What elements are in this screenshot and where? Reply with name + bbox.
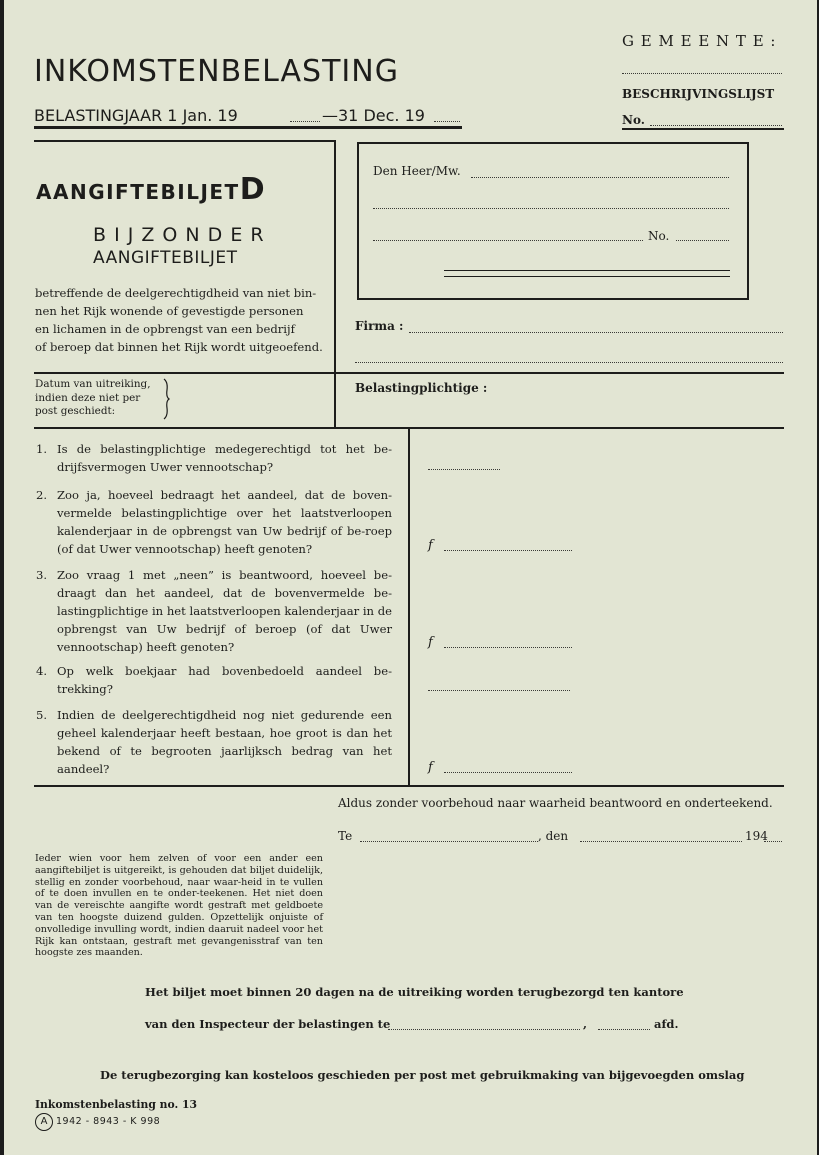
- florin-symbol: f: [428, 635, 433, 650]
- description-line: en lichamen in de opbrengst van een bedrijf: [35, 322, 295, 336]
- question-number: 5.: [36, 708, 48, 722]
- te-label: Te: [338, 829, 353, 843]
- print-code: 1942 - 8943 - K 998: [56, 1116, 161, 1127]
- belastingplichtige-label: Belastingplichtige :: [355, 381, 488, 395]
- datum-line: post geschiedt:: [35, 405, 116, 417]
- afdeling-field[interactable]: [598, 1029, 650, 1030]
- printer-logo-icon: A: [35, 1113, 53, 1131]
- datum-line: indien deze niet per: [35, 391, 141, 404]
- header-rule: [34, 126, 462, 129]
- section-rule-3: [34, 785, 784, 787]
- address-city-line[interactable]: [444, 270, 730, 271]
- return-notice-comma: ,: [583, 1017, 588, 1031]
- answer-column-divider: [408, 428, 410, 786]
- aangiftebiljet-title-text: AANGIFTEBILJET: [36, 180, 240, 204]
- left-box-top: [34, 140, 336, 142]
- question-1: [36, 440, 392, 476]
- tax-year-end: —31 Dec. 19: [322, 106, 425, 125]
- datum-divider: [334, 372, 336, 428]
- brace-icon: [161, 378, 171, 420]
- firma-field-2[interactable]: [355, 362, 783, 363]
- section-rule-1: [34, 372, 784, 374]
- gemeente-label: G E M E E N T E :: [622, 32, 777, 50]
- declaration-text: Aldus zonder voorbehoud naar waarheid beantwoord en onderteekend.: [338, 796, 773, 810]
- answer-5-field[interactable]: [444, 772, 572, 773]
- left-box-description: [35, 284, 323, 356]
- aangiftebiljet-letter: D: [239, 172, 267, 207]
- bijzonder-aangiftebiljet-label: AANGIFTEBILJET: [93, 248, 238, 268]
- answer-1-field[interactable]: [428, 469, 500, 470]
- answer-3-field[interactable]: [444, 647, 572, 648]
- postal-notice: De terugbezorging kan kosteloos geschieden per post met gebruikmaking van bijgevoegden omslag: [100, 1068, 745, 1082]
- signature-date-field[interactable]: [580, 841, 742, 842]
- datum-uitreiking-label: [35, 378, 151, 419]
- header-right-rule: [622, 128, 784, 130]
- question-number: 4.: [36, 664, 48, 678]
- den-heer-label: Den Heer/Mw.: [373, 164, 461, 178]
- year-prefix: 194: [745, 829, 768, 843]
- firma-field[interactable]: [409, 332, 783, 333]
- question-text: Indien de deelgerechtigdheid nog niet gedurende een geheel kalenderjaar heeft bestaan, hoe groot is dan het bekend of te begrooten jaarlijksch bedrag van het aandeel?: [57, 708, 392, 776]
- beschrijvingslijst-no-field[interactable]: [650, 125, 782, 126]
- question-2: [36, 486, 392, 558]
- inspecteur-location-field[interactable]: [388, 1029, 580, 1030]
- florin-symbol: f: [428, 760, 433, 775]
- form-title: INKOMSTENBELASTING: [34, 54, 399, 89]
- question-number: 1.: [36, 442, 48, 456]
- tax-year-prefix: BELASTINGJAAR 1 Jan. 19: [34, 106, 238, 125]
- question-text: Zoo vraag 1 met „neen” is beantwoord, hoeveel be-draagt dan het aandeel, dat de bovenvermelde be-lastingplichtige in het laatstverloopen kalenderjaar in de opbrengst van Uw bedrijf of beroep (of dat Uwer vennootschap) heeft genoten?: [57, 568, 392, 654]
- address-street-field[interactable]: [373, 240, 643, 241]
- beschrijvingslijst-label: BESCHRIJVINGSLIJST: [622, 87, 775, 101]
- answer-4-field[interactable]: [428, 690, 570, 691]
- question-5: [36, 706, 392, 778]
- left-box-right: [334, 140, 336, 372]
- legal-warning: Ieder wien voor hem zelven of voor een ander een aangiftebiljet is uitgereikt, is gehouden dat biljet duidelijk, stellig en zonder voorbehoud, naar waar-heid in te vullen of te doen invullen en te onder-teekenen. Het niet doen van de vereischte aangifte wordt gestraft met geldboete van ten hoogste duizend gulden. Opzettelijk onjuiste of onvolledige invulling wordt, indien daaruit nadeel voor het Rijk kan ontstaan, gestraft met gevangenisstraf van ten hoogste zes maanden.: [35, 853, 323, 959]
- description-line: nen het Rijk wonende of gevestigde personen: [35, 304, 304, 318]
- tax-year-start-field[interactable]: [290, 121, 320, 122]
- aangiftebiljet-title: [36, 172, 266, 207]
- description-line: of beroep dat binnen het Rijk wordt uitgeoefend.: [35, 340, 323, 354]
- florin-symbol: f: [428, 538, 433, 553]
- question-number: 2.: [36, 488, 48, 502]
- answer-2-field[interactable]: [444, 550, 572, 551]
- den-label: , den: [538, 829, 569, 843]
- tax-year-end-field[interactable]: [434, 121, 460, 122]
- tax-form-sheet: [4, 0, 817, 1155]
- question-3: [36, 566, 392, 656]
- form-number: Inkomstenbelasting no. 13: [35, 1098, 198, 1111]
- return-notice-prefix: van den Inspecteur der belastingen te: [145, 1017, 391, 1031]
- signature-year-field[interactable]: [764, 841, 782, 842]
- datum-line: Datum van uitreiking,: [35, 378, 151, 390]
- address-line-field[interactable]: [373, 208, 729, 209]
- address-city-line2: [444, 276, 730, 277]
- address-no-field[interactable]: [676, 240, 729, 241]
- return-notice-line1: Het biljet moet binnen 20 dagen na de uitreiking worden terugbezorgd ten kantore: [145, 985, 684, 999]
- question-text: Is de belastingplichtige medegerechtigd tot het be-drijfsvermogen Uwer vennootschap?: [57, 442, 392, 474]
- description-line: betreffende de deelgerechtigdheid van niet bin-: [35, 286, 317, 300]
- address-no-label: No.: [648, 229, 670, 243]
- addressee-name-field[interactable]: [471, 177, 729, 178]
- afd-label: afd.: [654, 1017, 679, 1031]
- question-text: Op welk boekjaar had bovenbedoeld aandeel be-trekking?: [57, 664, 392, 696]
- bijzonder-label: B I J Z O N D E R: [93, 224, 265, 246]
- question-4: [36, 662, 392, 698]
- firma-label: Firma :: [355, 319, 404, 333]
- gemeente-field[interactable]: [622, 73, 782, 74]
- question-number: 3.: [36, 568, 48, 582]
- signature-place-field[interactable]: [360, 841, 538, 842]
- question-text: Zoo ja, hoeveel bedraagt het aandeel, dat de boven-vermelde belastingplichtige over het laatstverloopen kalenderjaar in de opbrengst van Uw bedrijf of be-roep (of dat Uwer vennootschap) heeft genoten?: [57, 488, 392, 556]
- beschrijvingslijst-no-label: No.: [622, 113, 645, 127]
